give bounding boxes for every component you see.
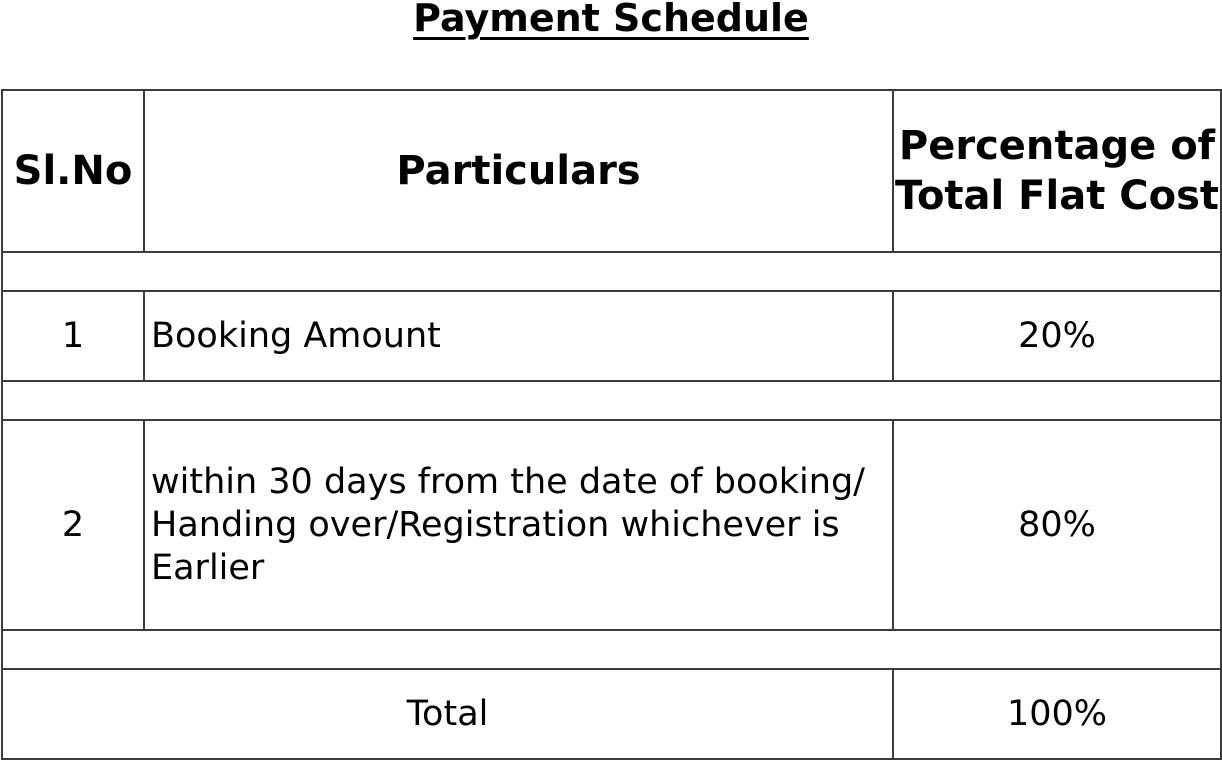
payment-schedule-table bbox=[1, 89, 1222, 760]
total-percentage: 100% bbox=[893, 669, 1221, 759]
row-sl-no: 1 bbox=[2, 291, 144, 381]
row-particulars: within 30 days from the date of booking/ Handing over/Registration whichever is Earlier bbox=[144, 420, 893, 630]
total-row bbox=[2, 669, 1221, 759]
header-particulars: Particulars bbox=[144, 90, 893, 252]
spacer-row bbox=[2, 381, 1221, 420]
spacer-row bbox=[2, 252, 1221, 291]
table-header-row bbox=[2, 90, 1221, 252]
table-row bbox=[2, 420, 1221, 630]
spacer-row bbox=[2, 630, 1221, 669]
table-row bbox=[2, 291, 1221, 381]
row-particulars: Booking Amount bbox=[144, 291, 893, 381]
row-sl-no: 2 bbox=[2, 420, 144, 630]
page-title: Payment Schedule bbox=[413, 0, 809, 40]
row-percentage: 20% bbox=[893, 291, 1221, 381]
header-sl-no: Sl.No bbox=[2, 90, 144, 252]
row-percentage: 80% bbox=[893, 420, 1221, 630]
total-label: Total bbox=[2, 669, 893, 759]
header-percentage: Percentage of Total Flat Cost bbox=[893, 90, 1221, 252]
